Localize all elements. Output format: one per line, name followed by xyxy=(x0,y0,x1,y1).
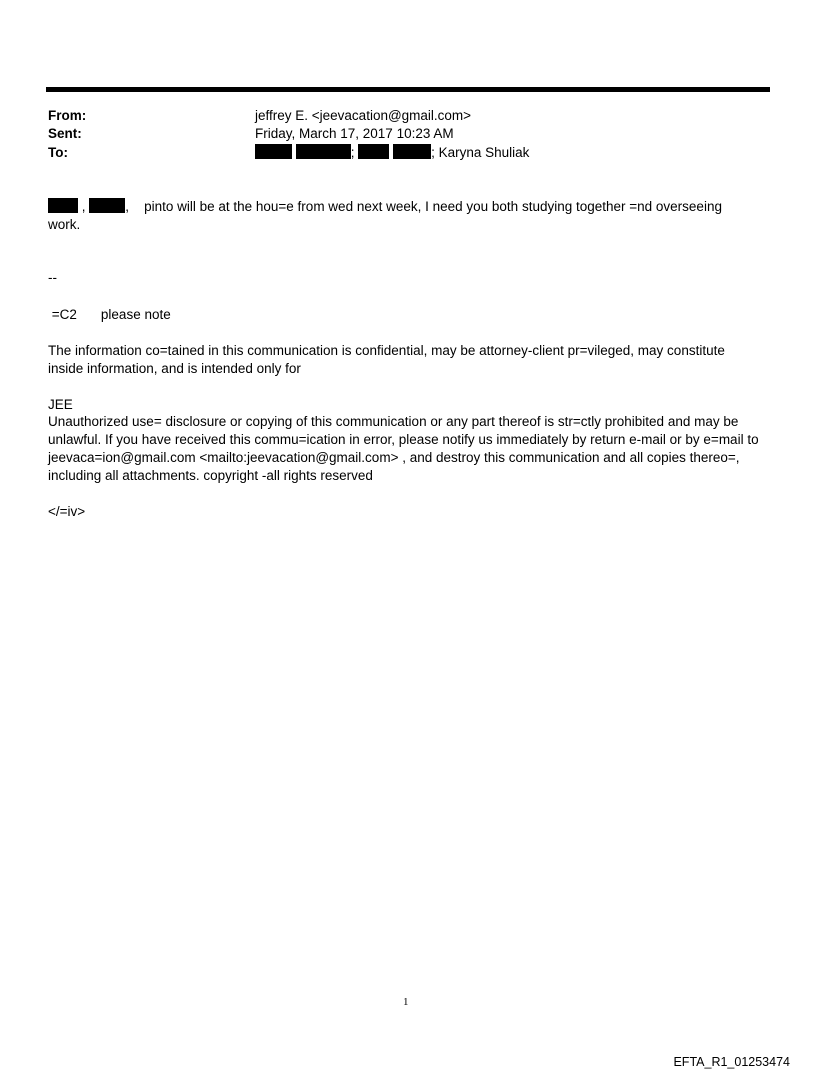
unauthorized-line-1: Unauthorized use= disclosure or copying of this communication or any part thereof is str=ctly prohibited and may be xyxy=(48,414,739,429)
redaction-block xyxy=(393,144,431,159)
confidential-line-1: The information co=tained in this communication is confidential, may be attorney-client pr=vileged, may constitute xyxy=(48,343,725,358)
to-separator: ; xyxy=(350,145,355,160)
bates-number: EFTA_R1_01253474 xyxy=(673,1055,790,1069)
message-text: pinto will be at the hou=e from wed next week, I need you both studying together =nd overseeing xyxy=(144,199,722,214)
comma: , xyxy=(125,199,130,214)
to-recipient-name: Karyna Shuliak xyxy=(438,145,530,160)
from-value: jeffrey E. <jeevacation@gmail.com> xyxy=(255,108,472,123)
to-separator: ; xyxy=(431,145,435,160)
signature-dashes: -- xyxy=(48,270,57,285)
message-wrap: work. xyxy=(48,217,81,232)
sent-label: Sent: xyxy=(48,126,82,141)
jee-line: JEE xyxy=(48,397,73,412)
unauthorized-line-3: jeevaca=ion@gmail.com <mailto:jeevacation@gmail.com> , and destroy this communication and all copies thereo=, xyxy=(48,450,740,465)
to-row xyxy=(48,144,648,162)
redaction-block xyxy=(48,198,78,213)
note-code: =C2 xyxy=(51,307,77,322)
redaction-block xyxy=(296,144,351,159)
from-label: From: xyxy=(48,108,87,123)
from-row xyxy=(48,107,648,125)
message-line xyxy=(48,198,778,216)
sent-row xyxy=(48,125,648,143)
to-value xyxy=(255,144,529,162)
redaction-block xyxy=(89,198,125,213)
note-line xyxy=(48,306,778,324)
note-text: please note xyxy=(100,307,171,322)
closing-tag: </=iv> xyxy=(48,504,86,519)
unauthorized-line-2: unlawful. If you have received this commu=ication in error, please notify us immediately by return e-mail or by e=mail to xyxy=(48,432,759,447)
page-number: 1 xyxy=(403,996,409,1008)
sent-value: Friday, March 17, 2017 10:23 AM xyxy=(255,126,454,141)
comma: , xyxy=(81,199,86,214)
to-label: To: xyxy=(48,145,68,160)
redaction-block xyxy=(358,144,389,159)
confidential-line-2: inside information, and is intended only for xyxy=(48,361,301,376)
redaction-block xyxy=(255,144,292,159)
unauthorized-line-4: including all attachments. copyright -all rights reserved xyxy=(48,468,373,483)
header-rule xyxy=(46,87,770,92)
